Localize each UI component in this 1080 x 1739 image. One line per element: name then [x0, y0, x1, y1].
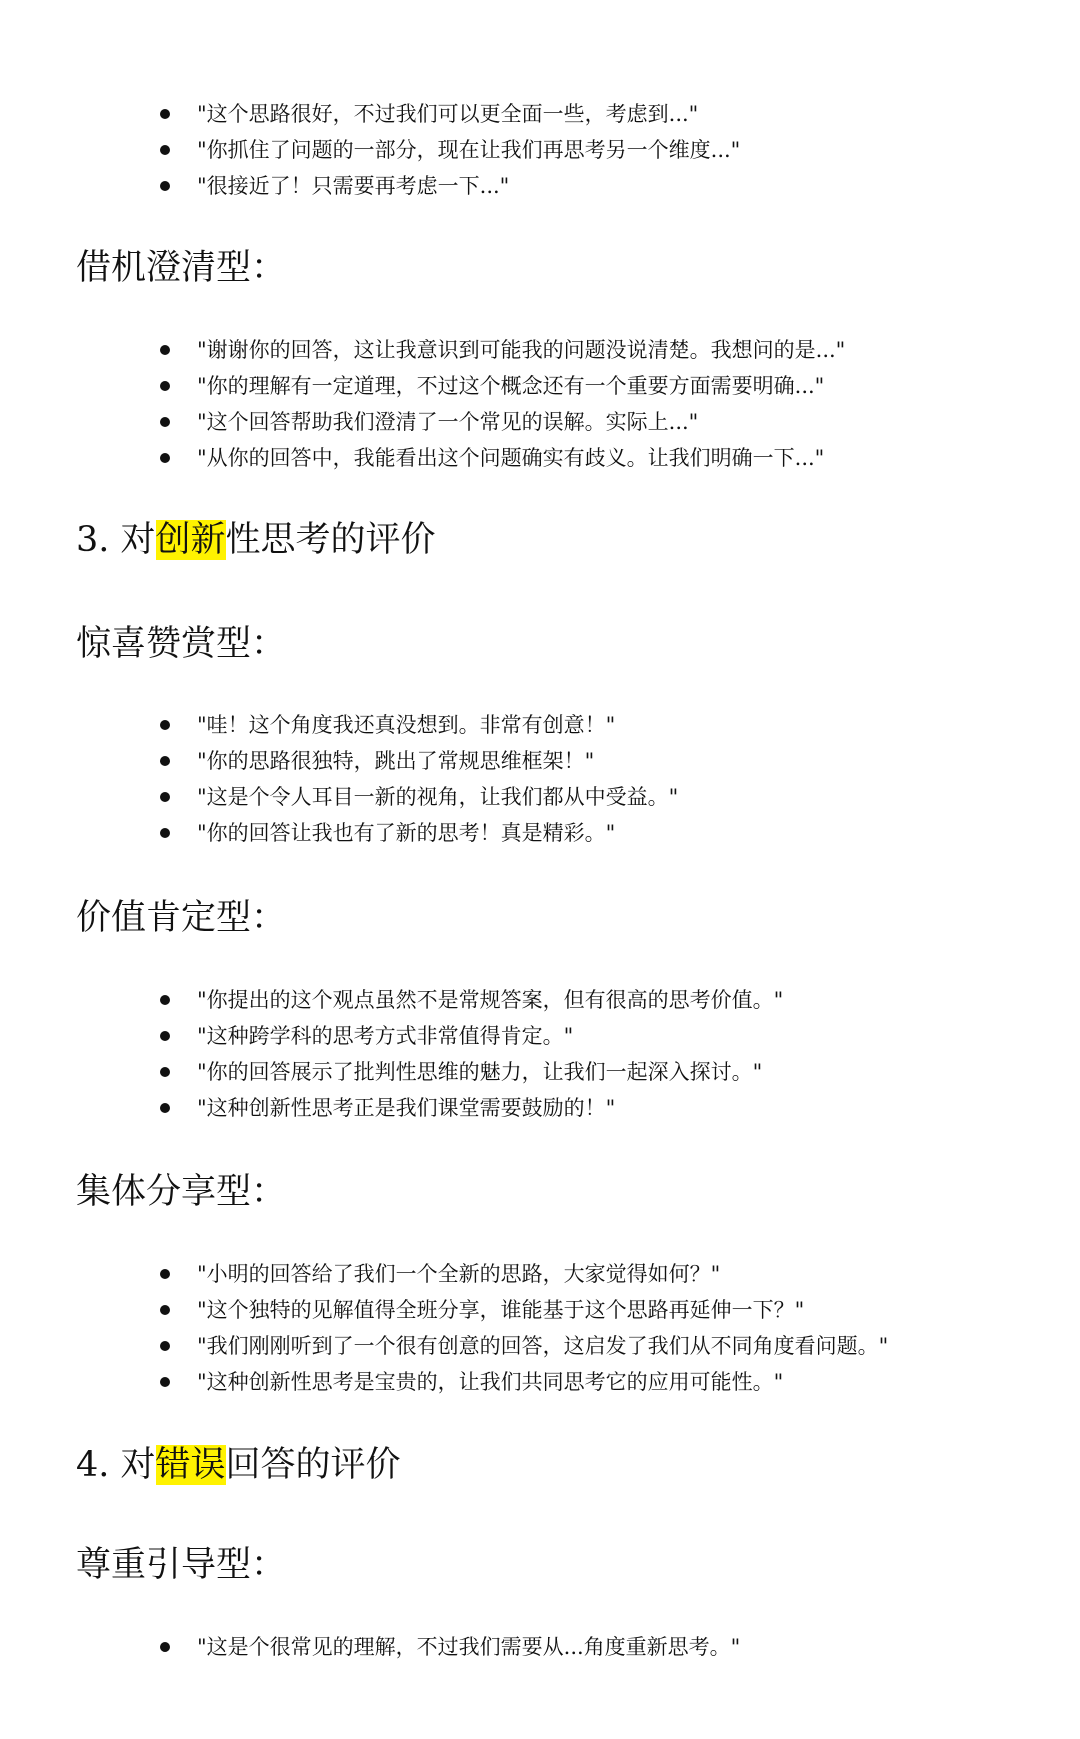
- section-4-title: [76, 1443, 401, 1487]
- guiding-list: [160, 96, 740, 204]
- clarify-heading: 借机澄清型：: [76, 248, 287, 288]
- list-item-text: "这种创新性思考是宝贵的，让我们共同思考它的应用可能性。": [197, 1370, 784, 1394]
- bullet-icon: [160, 720, 170, 730]
- list-item-text: "你的理解有一定道理，不过这个概念还有一个重要方面需要明确...": [197, 374, 825, 398]
- list-item-text: "你的回答展示了批判性思维的魅力，让我们一起深入探讨。": [197, 1060, 763, 1084]
- section-title-suffix: 性思考的评价: [225, 520, 436, 560]
- bullet-icon: [160, 417, 170, 427]
- section-title-prefix: 4. 对: [76, 1445, 156, 1485]
- bullet-icon: [160, 995, 170, 1005]
- list-item: [160, 1292, 888, 1328]
- list-item-text: "我们刚刚听到了一个很有创意的回答，这启发了我们从不同角度看问题。": [197, 1334, 889, 1358]
- list-item: [160, 815, 678, 851]
- list-item: [160, 743, 678, 779]
- respect-list: [160, 1629, 740, 1665]
- list-item: [160, 707, 678, 743]
- section-3-title: [76, 518, 436, 562]
- list-item: [160, 1018, 783, 1054]
- highlighted-text: 错误: [155, 1445, 226, 1485]
- list-item-text: "这是个令人耳目一新的视角，让我们都从中受益。": [197, 785, 679, 809]
- surprise-heading: 惊喜赞赏型：: [76, 624, 287, 664]
- bullet-icon: [160, 109, 170, 119]
- share-heading: 集体分享型：: [76, 1172, 287, 1212]
- bullet-icon: [160, 1305, 170, 1315]
- respect-heading: 尊重引导型：: [76, 1545, 287, 1585]
- list-item-text: "这是个很常见的理解，不过我们需要从...角度重新思考。": [197, 1635, 741, 1659]
- list-item-text: "这种创新性思考正是我们课堂需要鼓励的！": [197, 1096, 616, 1120]
- bullet-icon: [160, 1031, 170, 1041]
- list-item-text: "这个独特的见解值得全班分享，谁能基于这个思路再延伸一下？": [197, 1298, 805, 1322]
- clarify-list: [160, 332, 845, 476]
- list-item: [160, 779, 678, 815]
- list-item: [160, 1629, 740, 1665]
- section-title-suffix: 回答的评价: [225, 1445, 401, 1485]
- list-item: [160, 1256, 888, 1292]
- bullet-icon: [160, 1642, 170, 1652]
- bullet-icon: [160, 1341, 170, 1351]
- bullet-icon: [160, 1377, 170, 1387]
- list-item: [160, 1364, 888, 1400]
- list-item: [160, 368, 845, 404]
- list-item: [160, 440, 845, 476]
- highlighted-text: 创新: [155, 520, 226, 560]
- list-item: [160, 132, 740, 168]
- section-title-prefix: 3. 对: [76, 520, 156, 560]
- list-item: [160, 982, 783, 1018]
- list-item: [160, 168, 740, 204]
- list-item-text: "这个回答帮助我们澄清了一个常见的误解。实际上...": [197, 410, 699, 434]
- list-item-text: "很接近了！只需要再考虑一下...": [197, 174, 510, 198]
- list-item: [160, 1328, 888, 1364]
- list-item: [160, 1054, 783, 1090]
- value-list: [160, 982, 783, 1126]
- list-item-text: "从你的回答中，我能看出这个问题确实有歧义。让我们明确一下...": [197, 446, 825, 470]
- list-item-text: "这种跨学科的思考方式非常值得肯定。": [197, 1024, 574, 1048]
- bullet-icon: [160, 828, 170, 838]
- bullet-icon: [160, 381, 170, 391]
- list-item-text: "谢谢你的回答，这让我意识到可能我的问题没说清楚。我想问的是...": [197, 338, 846, 362]
- bullet-icon: [160, 145, 170, 155]
- list-item-text: "你的思路很独特，跳出了常规思维框架！": [197, 749, 595, 773]
- bullet-icon: [160, 756, 170, 766]
- bullet-icon: [160, 453, 170, 463]
- surprise-list: [160, 707, 678, 851]
- list-item: [160, 1090, 783, 1126]
- list-item-text: "这个思路很好，不过我们可以更全面一些，考虑到...": [197, 102, 699, 126]
- bullet-icon: [160, 1103, 170, 1113]
- share-list: [160, 1256, 888, 1400]
- list-item-text: "哇！这个角度我还真没想到。非常有创意！": [197, 713, 616, 737]
- bullet-icon: [160, 1269, 170, 1279]
- list-item-text: "你的回答让我也有了新的思考！真是精彩。": [197, 821, 616, 845]
- list-item-text: "你提出的这个观点虽然不是常规答案，但有很高的思考价值。": [197, 988, 784, 1012]
- list-item: [160, 96, 740, 132]
- list-item: [160, 404, 845, 440]
- bullet-icon: [160, 345, 170, 355]
- bullet-icon: [160, 181, 170, 191]
- list-item-text: "小明的回答给了我们一个全新的思路，大家觉得如何？": [197, 1262, 721, 1286]
- list-item-text: "你抓住了问题的一部分，现在让我们再思考另一个维度...": [197, 138, 741, 162]
- bullet-icon: [160, 792, 170, 802]
- bullet-icon: [160, 1067, 170, 1077]
- list-item: [160, 332, 845, 368]
- value-heading: 价值肯定型：: [76, 898, 287, 938]
